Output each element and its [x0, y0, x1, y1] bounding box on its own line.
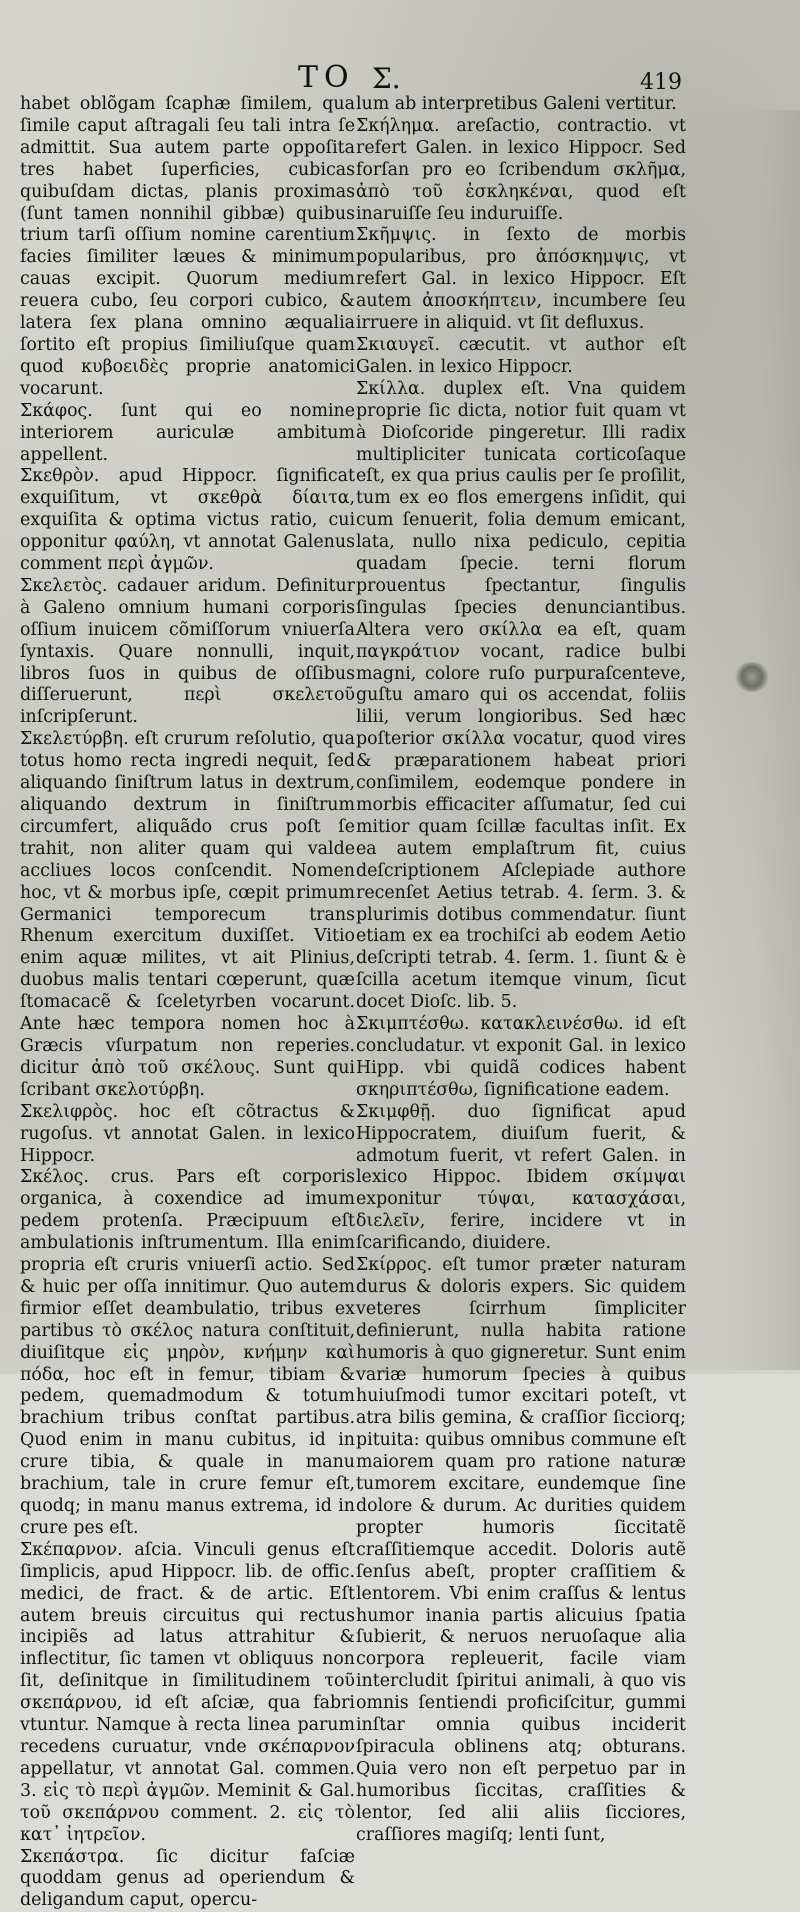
- entry-paragraph: Σκίρρος. eſt tumor præter naturam durus & doloris expers. Sic quidem veteres ſcirrhum ſimpliciter definierunt, nulla habita ratione humoris à quo gigneretur. Sunt enim variæ humorum ſpecies à quibus huiuſmodi tumor excitari poteſt, vt atra bilis gemina, & craſſior ſicciorq; pituita: quibus omnibus commune eſt maiorem quam pro ratione naturæ tumorem excitare, eundemque ſine dolore & durum. Ac durities quidem propter humoris ſiccitatẽ craſſitiemque accedit. Doloris autẽ ſenſus abeſt, propter craſſitiem & lentorem. Vbi enim craſſus & lentus humor inania partis alicuius ſpatia ſubierit, & neruos neruoſaque alia corpora repleuerit, facile viam intercludit ſpiritui animali, à quo vis omnis ſentiendi proficiſcitur, gummi inſtar omnia quibus inciderit ſpiracula oblinens atq; obturans. Quia vero non eſt perpetuo par in humoribus ſiccitas, craſſities & lentor, ſed alii aliis ſicciores, craſſiores magiſq; lenti ſunt,: [356, 1255, 686, 1846]
- scan-shadow: [690, 110, 800, 1370]
- entry-paragraph: habet oblõgam ſcaphæ ſimilem, qua ſimile caput aſtragali ſeu tali intra ſe admittit. Sua autem parte oppoſita tres habet ſuperficies, cubicas quibuſdam dictas, planis proximas (ſunt tamen nonnihil gibbæ) quibus trium tarſi oſſium nomine carentium facies ſimiliter læues & minimum cauas excipit. Quorum medium reuera cubo, ſeu corpori cubico, & latera ſex plana omnino æqualia ſortito eſt propius ſimiliuſque quam quod κυβοειδὲς proprie anatomici vocarunt.: [20, 94, 355, 401]
- entry-paragraph: Σκέπαρνον. aſcia. Vinculi genus eſt ſimplicis, apud Hippocr. lib. de offic. medici, de fract. & de artic. Eſt autem breuis circuitus qui rectus incipiẽs ad latus attrahitur & inflectitur, ſic tamen vt obliquus non ſit, deſinitque in ſimilitudinem τοῦ σκεπάρνου, id eſt aſciæ, qua fabri vtuntur. Namque à recta linea parum recedens curuatur, vnde σκέπαρνον appellatur, vt annotat Gal. commen. 3. εἰς τὸ περὶ ἀγμῶν. Meminit & Gal. τοῦ σκεπάρνου comment. 2. εἰς τὸ κατ᾽ ἰητρεῖον.: [20, 1540, 355, 1847]
- page-number: 419: [640, 70, 682, 95]
- entry-paragraph: Σκελιφρὸς. hoc eſt cõtractus & rugoſus. vt annotat Galen. in lexico Hippocr.: [20, 1102, 355, 1168]
- header-left: TO: [298, 60, 355, 95]
- entry-paragraph: lum ab interpretibus Galeni vertitur.: [356, 94, 686, 116]
- entry-paragraph: Σκεθρὸν. apud Hippocr. ſignificat exquiſitum, vt σκεθρὰ δίαιτα, exquiſita & optima victus ratio, cui opponitur φαύλη, vt annotat Galenus comment περὶ ἀγμῶν.: [20, 466, 355, 576]
- left-column: [20, 94, 355, 1366]
- entry-paragraph: Σκῆμψις. in ſexto de morbis popularibus, pro ἀπόσκημψις, vt refert Gal. in lexico Hippocr. Eſt autem ἀποσκήπτειν, incumbere ſeu irruere in aliquid. vt ſit defluxus.: [356, 225, 686, 335]
- right-column: [356, 94, 686, 1366]
- entry-paragraph: Σκιμφθῇ. duo ſignificat apud Hippocratem, diuiſum fuerit, & admotum fuerit, vt refert Galen. in lexico Hippoc. Ibidem σκίμψαι exponitur τύψαι, κατασχάσαι, διελεῖν, ferire, incidere vt in ſcarificando, diuidere.: [356, 1102, 686, 1255]
- entry-paragraph: Σκίλλα. duplex eſt. Vna quidem proprie ſic dicta, notior fuit quam vt à Dioſcoride pingeretur. Illi radix multipliciter tunicata corticoſaque eſt, ex qua prius caulis per ſe proſilit, tum ex eo flos emergens inſidit, qui cum ſenuerit, folia demum emicant, lata, nullo nixa pediculo, cepitia quadam ſpecie. terni florum prouentus ſpectantur, ſingulis ſingulas ſpecies denunciantibus. Altera vero σκίλλα ea eſt, quam παγκράτιον vocant, radice bulbi magni, colore ruſo purpuraſcenteve, guſtu amaro qui os accendat, foliis lilii, verum longioribus. Sed hæc poſterior σκίλλα vocatur, quod vires & præparationem habeat priori conſimilem, eodemque pondere in morbis efficaciter aſſumatur, ſed cui mitior quam ſcillæ facultas inſit. Ex ea autem emplaſtrum fit, cuius deſcriptionem Aſclepiade authore recenſet Aetius tetrab. 4. ſerm. 3. & plurimis dotibus commendatur. ſiunt etiam ex ea trochiſci ab eodem Aetio deſcripti tetrab. 4. ſerm. 1. ſiunt & è ſcilla acetum itemque vinum, ſicut docet Dioſc. lib. 5.: [356, 379, 686, 1014]
- ink-blot: [735, 662, 769, 692]
- entry-paragraph: Σκελετὸς. cadauer aridum. Definitur à Galeno omnium humani corporis oſſium inuicem cõmiſſorum vniuerſa ſyntaxis. Quare nonnulli, inquit, libros ſuos in quibus de oſſibus diſſeruerunt, περὶ σκελετοῦ inſcripſerunt.: [20, 576, 355, 729]
- entry-paragraph: Σκάφος. ſunt qui eo nomine interiorem auriculæ ambitum appellent.: [20, 401, 355, 467]
- entry-paragraph: Σκιαυγεῖ. cæcutit. vt author eſt Galen. in lexico Hippocr.: [356, 335, 686, 379]
- entry-paragraph: Σκιμπτέσθω. κατακλεινέσθω. id eſt concludatur. vt exponit Gal. in lexico Hipp. vbi quidã codices habent σκηριπτέσθω, ſignificatione eadem.: [356, 1014, 686, 1102]
- header-mid: Σ.: [372, 62, 401, 95]
- entry-paragraph: Σκήλημα. areſactio, contractio. vt refert Galen. in lexico Hippocr. Sed forſan pro eo ſcribendum σκλῆμα, ἀπὸ τοῦ ἐσκληκέναι, quod eſt inaruiſſe ſeu induruiſſe.: [356, 116, 686, 226]
- entry-paragraph: Σκέλος. crus. Pars eſt corporis organica, à coxendice ad imum pedem protenſa. Præcipuum eſt ambulationis inſtrumentum. Illa enim propria eſt cruris vniuerſi actio. Sed & huic per oſſa innitimur. Quo autem firmior eſſet deambulatio, tribus ex partibus τὸ σκέλος natura conſtituit, diuiſitque εἰς μηρὸν, κνήμην καὶ πόδα, hoc eſt in femur, tibiam & pedem, quemadmodum & totum brachium tribus conſtat partibus. Quod enim in manu cubitus, id in crure tibia, & quale in manu brachium, tale in crure femur eſt, quodq; in manu manus extrema, id in crure pes eſt.: [20, 1167, 355, 1539]
- entry-paragraph: Σκεπάστρα. ſic dicitur faſciæ quoddam genus ad operiendum & deligandum caput, opercu-: [20, 1847, 355, 1912]
- entry-paragraph: Σκελετύρβη. eſt crurum reſolutio, qua totus homo recta ingredi nequit, ſed aliquando ſiniſtrum latus in dextrum, aliquando dextrum in ſiniſtrum circumfert, aliquãdo crus poſt ſe trahit, non aliter quam qui valde accliues locos conſcendit. Nomen hoc, vt & morbus ipſe, cœpit primum Germanici temporecum trans Rhenum exercitum duxiſſet. Vitio enim aquæ milites, vt ait Plinius, duobus malis tentari cœperunt, quæ ſtomacacẽ & ſceletyrben vocarunt. Ante hæc tempora nomen hoc à Græcis vſurpatum non reperies. dicitur ἀπὸ τοῦ σκέλους. Sunt qui ſcribant σκελοτύρβη.: [20, 729, 355, 1101]
